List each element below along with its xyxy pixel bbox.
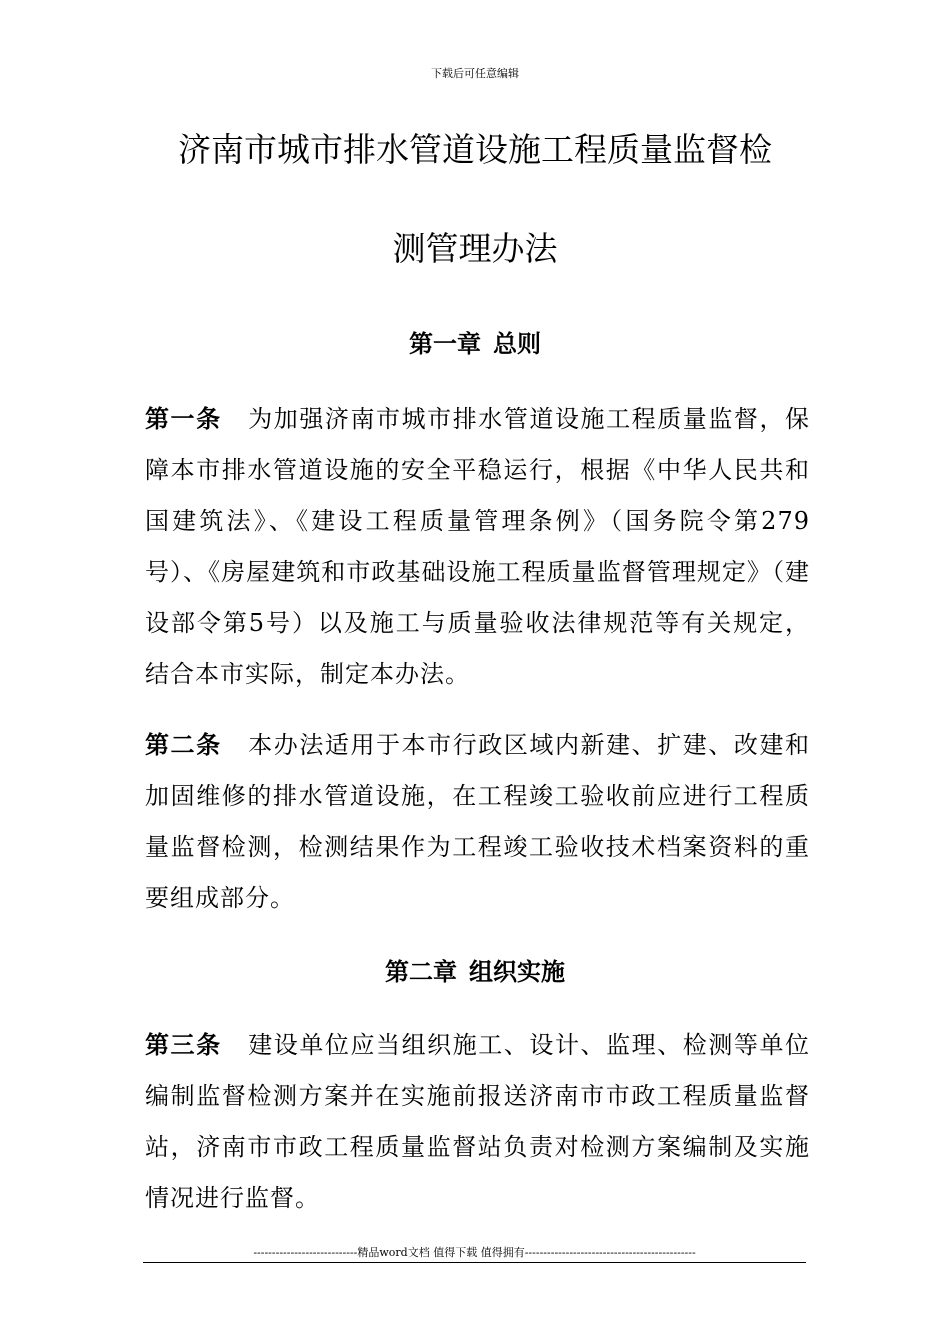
document-title-line-1: 济南市城市排水管道设施工程质量监督检 xyxy=(178,130,772,169)
chapter-2-name: 组织实施 xyxy=(469,958,565,986)
chapter-1-number: 第一章 xyxy=(409,330,481,358)
footer-divider xyxy=(143,1262,806,1263)
article-3 xyxy=(145,1020,810,1224)
article-1-text: 为加强济南市城市排水管道设施工程质量监督，保障本市排水管道设施的安全平稳运行，根据《中华人民共和国建筑法》、《建设工程质量管理条例》（国务院令第279号）、《房屋建筑和市政基础设施工程质量监督管理规定》（建设部令第5号）以及施工与质量验收法律规范等有关规定，结合本市实际，制定本办法。 xyxy=(145,405,811,688)
article-2 xyxy=(145,720,810,924)
article-1 xyxy=(145,394,810,700)
article-2-text: 本办法适用于本市行政区域内新建、扩建、改建和加固维修的排水管道设施，在工程竣工验收前应进行工程质量监督检测，检测结果作为工程竣工验收技术档案资料的重要组成部分。 xyxy=(145,731,811,912)
document-title-line-2: 测管理办法 xyxy=(392,229,558,268)
chapter-2-number: 第二章 xyxy=(385,958,457,986)
chapter-1-heading xyxy=(0,328,950,360)
article-3-text: 建设单位应当组织施工、设计、监理、检测等单位编制监督检测方案并在实施前报送济南市市政工程质量监督站，济南市市政工程质量监督站负责对检测方案编制及实施情况进行监督。 xyxy=(145,1031,811,1212)
page-header-note: 下载后可任意编辑 xyxy=(431,67,519,80)
chapter-2-heading xyxy=(0,956,950,988)
article-2-label: 第二条 xyxy=(145,731,222,759)
chapter-1-name: 总则 xyxy=(493,330,541,358)
article-3-label: 第三条 xyxy=(145,1031,222,1059)
article-1-label: 第一条 xyxy=(145,405,222,433)
page-footer-note: ----------------------------精品word文档 值得下载 值得拥有---------------------------------------------- xyxy=(253,1246,696,1259)
